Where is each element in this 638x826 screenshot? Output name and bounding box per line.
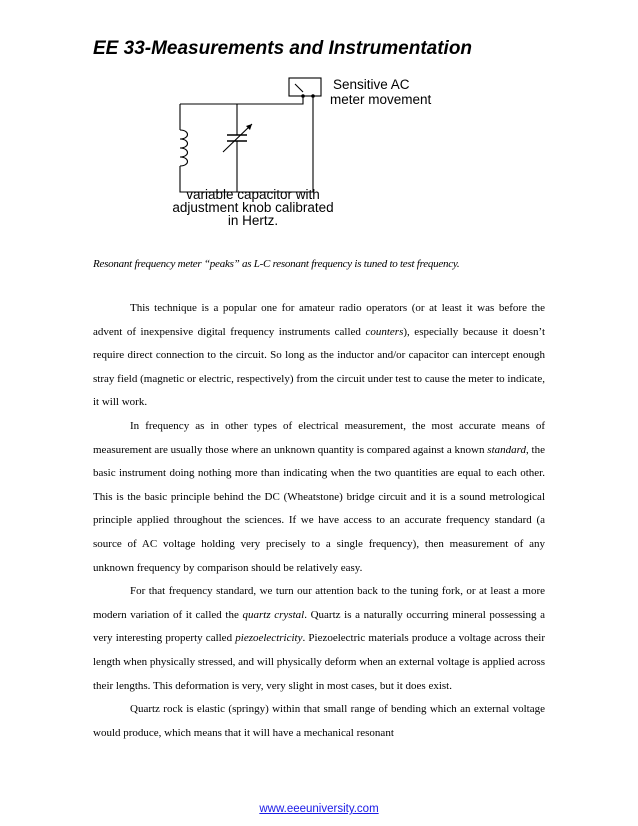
meter-terminal-right (311, 94, 315, 98)
paragraph-1 (93, 297, 545, 415)
paragraph-2-text-c: , the basic instrument doing nothing more than indicating when the two quantities are equal to each other. This is the basic principle behind the DC (Wheatstone) bridge circuit and it is a sound metrological principle applied throughout the sciences. If we have access to an accurate frequency standard (a source of AC voltage holding very precisely to a single frequency), then measurement of any unknown frequency by comparison should be relatively easy. (93, 443, 545, 574)
term-quartz-crystal: quartz crystal (242, 608, 305, 621)
wire-bottom-right (180, 96, 313, 192)
paragraph-2 (93, 415, 545, 580)
capacitor-label-line3: in Hertz. (227, 213, 279, 228)
figure-caption: Resonant frequency meter “peaks” as L-C resonant frequency is tuned to test frequency. (93, 258, 460, 270)
meter-label-line1: Sensitive AC (333, 77, 410, 92)
paragraph-1-text-c: ), especially because it doesn’t require direct connection to the circuit. So long as the inductor and/or capacitor can intercept enough stray field (magnetic or electric, respectively) from the circuit under test to cause the meter to indicate, it will work. (93, 325, 546, 409)
paragraph-2-text-a: In frequency as in other types of electrical measurement, the most accurate means of measurement are usually those where an unknown quantity is compared against a known (93, 419, 545, 456)
meter-needle (295, 84, 303, 92)
inductor-coil (180, 130, 188, 166)
capacitor-label-line1: variable capacitor with (186, 187, 320, 202)
paragraph-4-text-a: Quartz rock is elastic (springy) within that small range of bending which an external voltage would produce, which means that it will have a mechanical resonant (93, 703, 545, 739)
paragraph-3-text-c: . Quartz is a naturally occurring mineral possessing a very interesting property called (93, 608, 546, 645)
circuit-schematic (160, 74, 460, 234)
body-text (93, 297, 545, 745)
wire-top (180, 96, 303, 104)
footer-website-link[interactable]: www.eeeuniversity.com (259, 803, 379, 815)
meter-box (289, 78, 321, 96)
meter-label-line2: meter movement (330, 92, 432, 107)
page-footer (0, 803, 638, 815)
term-piezoelectricity: piezoelectricity (235, 632, 303, 645)
paragraph-1-text-a: This technique is a popular one for amateur radio operators (or at least it was before the advent of inexpensive digital frequency instruments called (93, 302, 545, 338)
meter-terminal-left (301, 94, 305, 98)
page-header-title: EE 33-Measurements and Instrumentation (93, 38, 473, 59)
capacitor-label-line2: adjustment knob calibrated (172, 200, 334, 215)
paragraph-4 (93, 698, 545, 745)
paragraph-3-text-a: For that frequency standard, we turn our attention back to the tuning fork, or at least a more modern variation of it called the (93, 585, 545, 621)
term-standard: standard (487, 443, 527, 456)
term-counters: counters (365, 325, 404, 338)
paragraph-3 (93, 580, 545, 698)
paragraph-3-text-e: . Piezoelectric materials produce a voltage across their length when physically stressed, and will physically deform when an external voltage is applied across their lengths. This deformation is very, very slight in most cases, but it does exist. (93, 632, 545, 692)
resonant-frequency-meter-diagram (160, 74, 460, 234)
